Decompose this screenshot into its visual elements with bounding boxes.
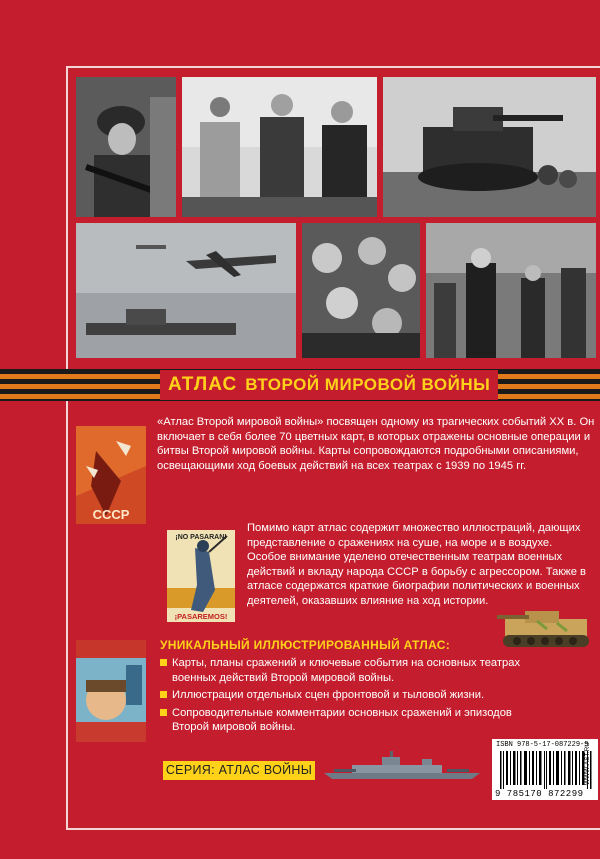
series-label: СЕРИЯ: АТЛАС ВОЙНЫ [163,761,315,780]
photo-yalta-conference [182,77,377,217]
unique-atlas-heading: УНИКАЛЬНЫЙ ИЛЛЮСТРИРОВАННЫЙ АТЛАС: [160,638,451,652]
list-item [160,706,530,735]
book-title [160,370,498,400]
photo-tank-soldiers [383,77,596,217]
poster-no-pasaran [167,530,235,622]
publisher-site: WWW.AST.RU [584,742,591,785]
photo-pilots-group [302,223,420,358]
poster2-bottom-label: ¡PASAREMOS! [174,612,228,621]
list-item-text: Иллюстрации отдельных сцен фронтовой и тыловой жизни. [172,689,485,701]
poster2-top-label: ¡NO PASARAN! [175,534,227,541]
title-sub: ВТОРОЙ МИРОВОЙ ВОЙНЫ [245,375,491,394]
photo-civilians-city [426,223,596,358]
list-item-text: Карты, планы сражений и ключевые события на основных театрах военных действий Второй мировой войны. [172,657,521,684]
list-item [160,688,530,703]
description-paragraph-2: Помимо карт атлас содержит множество иллюстраций, дающих представление о сражениях на суше, на море и в воздухе. Особое внимание уделено отечественным театрам военных действий и вкладу народа СССР в борьбу с агрессором. Также в атласе содержатся краткие биографии политических и военных деятелей, оказавших влияние на ход истории. [247,522,586,607]
title-main: АТЛАС [168,374,238,395]
bullet-square-icon [160,691,167,698]
list-item-text: Сопроводительные комментарии основных сражений и эпизодов Второй мировой войны. [172,706,512,733]
isbn-label: ISBN 978-5-17-087229-9 [496,741,589,749]
photo-naval-aircraft [76,223,296,358]
list-item [160,656,530,685]
poster1-label: СССР [92,507,130,522]
photo-soldier-machinegun [76,77,176,217]
bullet-square-icon [160,659,167,666]
barcode-number: 9 785170 872299 [495,789,584,799]
description-paragraph-1: «Атлас Второй мировой войны» посвящен одному из трагических событий XX в. Он включает в себя более 70 цветных карт, в которых отражены основные операции и битвы Второй мировой войны. Карты сопровождаются подробными описаниями, освещающими ход боевых действий на всех театрах с 1939 по 1945 гг. [157,416,595,472]
bullet-square-icon [160,709,167,716]
poster-soviet [76,426,146,524]
barcode [492,739,598,800]
battleship-illustration [322,751,482,781]
poster-japanese [76,640,146,742]
tiger-tank-illustration [497,605,594,650]
feature-list [160,656,530,738]
barcode-bars [500,751,592,789]
